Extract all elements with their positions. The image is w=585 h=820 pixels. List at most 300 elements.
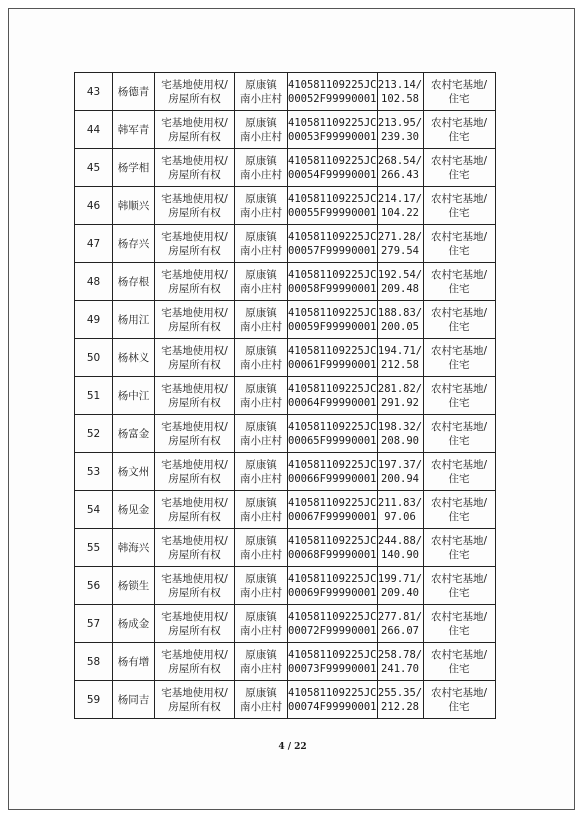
cell-unit-code — [288, 377, 378, 415]
cell-location — [235, 187, 288, 225]
cell-area-text: 271.28/ — [377, 230, 423, 243]
cell-location-text: 原康镇 — [245, 78, 277, 91]
cell-right-type-text: 宅基地使用权/ — [161, 154, 228, 167]
cell-unit-code — [288, 491, 378, 529]
cell-area-text: 277.81/ — [377, 610, 423, 623]
cell-usage-text: 农村宅基地/ — [430, 306, 488, 319]
registration-table — [74, 72, 496, 719]
cell-area-text: 200.94 — [381, 472, 419, 485]
cell-unit-code-text: 410581109225JC — [288, 686, 377, 699]
cell-owner-name — [113, 643, 155, 681]
cell-right-type — [155, 681, 235, 719]
cell-right-type — [155, 187, 235, 225]
cell-usage — [423, 263, 495, 301]
cell-location — [235, 567, 288, 605]
cell-owner-name-text: 杨存兴 — [117, 237, 150, 250]
cell-area — [377, 529, 423, 567]
cell-owner-name — [113, 263, 155, 301]
cell-right-type-text: 宅基地使用权/ — [161, 496, 228, 509]
cell-area — [377, 643, 423, 681]
cell-right-type-text: 房屋所有权 — [168, 624, 221, 637]
cell-usage — [423, 225, 495, 263]
cell-unit-code-text: 00072F99990001 — [288, 624, 377, 637]
cell-unit-code-text: 00061F99990001 — [288, 358, 377, 371]
cell-unit-code — [288, 567, 378, 605]
cell-area-text: 239.30 — [381, 130, 419, 143]
cell-unit-code-text: 410581109225JC — [288, 192, 377, 205]
cell-owner-name-text: 杨中江 — [117, 389, 150, 402]
cell-usage — [423, 301, 495, 339]
cell-area — [377, 187, 423, 225]
cell-area-text: 209.48 — [381, 282, 419, 295]
cell-area — [377, 339, 423, 377]
cell-area-text: 241.70 — [381, 662, 419, 675]
cell-location-text: 南小庄村 — [240, 586, 282, 599]
cell-unit-code-text: 00073F99990001 — [288, 662, 377, 675]
cell-right-type — [155, 415, 235, 453]
cell-right-type-text: 房屋所有权 — [168, 130, 221, 143]
cell-right-type-text: 房屋所有权 — [168, 510, 221, 523]
cell-unit-code-text: 410581109225JC — [288, 344, 377, 357]
cell-area-text: 211.83/ — [377, 496, 423, 509]
table-row — [75, 529, 496, 567]
cell-right-type-text: 房屋所有权 — [168, 206, 221, 219]
cell-usage-text: 农村宅基地/ — [430, 230, 488, 243]
table-row — [75, 377, 496, 415]
cell-right-type — [155, 111, 235, 149]
cell-right-type-text: 房屋所有权 — [168, 472, 221, 485]
cell-location-text: 南小庄村 — [240, 624, 282, 637]
cell-area-text: 212.58 — [381, 358, 419, 371]
cell-unit-code — [288, 301, 378, 339]
cell-unit-code — [288, 339, 378, 377]
table-row — [75, 453, 496, 491]
cell-usage — [423, 681, 495, 719]
cell-area-text: 197.37/ — [377, 458, 423, 471]
cell-owner-name — [113, 301, 155, 339]
cell-right-type-text: 宅基地使用权/ — [161, 230, 228, 243]
cell-usage-text: 住宅 — [448, 168, 470, 181]
cell-area — [377, 567, 423, 605]
cell-number — [75, 605, 113, 643]
cell-unit-code-text: 00055F99990001 — [288, 206, 377, 219]
cell-usage-text: 住宅 — [448, 434, 470, 447]
cell-usage-text: 住宅 — [448, 206, 470, 219]
table-row — [75, 187, 496, 225]
cell-unit-code-text: 00053F99990001 — [288, 130, 377, 143]
cell-location-text: 原康镇 — [245, 610, 277, 623]
page-number: 4 / 22 — [278, 742, 307, 752]
cell-usage-text: 农村宅基地/ — [430, 534, 488, 547]
cell-unit-code-text: 410581109225JC — [288, 306, 377, 319]
cell-usage-text: 住宅 — [448, 282, 470, 295]
cell-owner-name-text: 杨德青 — [117, 85, 150, 98]
cell-unit-code-text: 410581109225JC — [288, 648, 377, 661]
cell-unit-code-text: 410581109225JC — [288, 78, 377, 91]
cell-owner-name — [113, 73, 155, 111]
cell-owner-name — [113, 377, 155, 415]
cell-usage — [423, 643, 495, 681]
cell-area — [377, 301, 423, 339]
cell-usage-text: 农村宅基地/ — [430, 420, 488, 433]
cell-unit-code-text: 00066F99990001 — [288, 472, 377, 485]
cell-area — [377, 681, 423, 719]
cell-area-text: 255.35/ — [377, 686, 423, 699]
cell-location-text: 南小庄村 — [240, 320, 282, 333]
cell-location — [235, 681, 288, 719]
cell-unit-code — [288, 605, 378, 643]
cell-location-text: 南小庄村 — [240, 434, 282, 447]
cell-unit-code-text: 410581109225JC — [288, 154, 377, 167]
cell-usage-text: 住宅 — [448, 92, 470, 105]
cell-usage-text: 农村宅基地/ — [430, 686, 488, 699]
cell-number-text: 57 — [86, 617, 101, 630]
cell-number-text: 44 — [86, 123, 101, 136]
cell-area-text: 213.95/ — [377, 116, 423, 129]
cell-location — [235, 263, 288, 301]
cell-usage-text: 住宅 — [448, 320, 470, 333]
cell-usage-text: 农村宅基地/ — [430, 572, 488, 585]
cell-right-type-text: 房屋所有权 — [168, 434, 221, 447]
cell-right-type-text: 宅基地使用权/ — [161, 420, 228, 433]
cell-owner-name-text: 杨文州 — [117, 465, 150, 478]
cell-number — [75, 111, 113, 149]
cell-usage — [423, 111, 495, 149]
cell-usage — [423, 149, 495, 187]
cell-location-text: 原康镇 — [245, 686, 277, 699]
cell-number — [75, 73, 113, 111]
cell-location — [235, 377, 288, 415]
cell-area-text: 199.71/ — [377, 572, 423, 585]
cell-right-type-text: 宅基地使用权/ — [161, 382, 228, 395]
cell-location — [235, 149, 288, 187]
table-row — [75, 567, 496, 605]
cell-location-text: 原康镇 — [245, 268, 277, 281]
cell-location-text: 南小庄村 — [240, 700, 282, 713]
table-row — [75, 681, 496, 719]
cell-area — [377, 111, 423, 149]
cell-usage — [423, 339, 495, 377]
cell-number — [75, 567, 113, 605]
registration-table-body — [75, 73, 496, 719]
cell-usage-text: 农村宅基地/ — [430, 344, 488, 357]
cell-location — [235, 491, 288, 529]
cell-unit-code-text: 00064F99990001 — [288, 396, 377, 409]
cell-area-text: 212.28 — [381, 700, 419, 713]
cell-right-type-text: 房屋所有权 — [168, 586, 221, 599]
cell-location-text: 南小庄村 — [240, 206, 282, 219]
cell-usage-text: 农村宅基地/ — [430, 78, 488, 91]
cell-owner-name-text: 杨用江 — [117, 313, 150, 326]
cell-unit-code — [288, 225, 378, 263]
cell-right-type-text: 房屋所有权 — [168, 358, 221, 371]
cell-location-text: 原康镇 — [245, 458, 277, 471]
cell-location-text: 南小庄村 — [240, 662, 282, 675]
cell-area-text: 266.43 — [381, 168, 419, 181]
cell-usage-text: 住宅 — [448, 244, 470, 257]
cell-number — [75, 301, 113, 339]
cell-number-text: 54 — [86, 503, 101, 516]
cell-area — [377, 377, 423, 415]
cell-unit-code-text: 00065F99990001 — [288, 434, 377, 447]
cell-area — [377, 491, 423, 529]
cell-unit-code-text: 00058F99990001 — [288, 282, 377, 295]
cell-unit-code-text: 410581109225JC — [288, 382, 377, 395]
cell-number-text: 59 — [86, 693, 101, 706]
cell-area-text: 291.92 — [381, 396, 419, 409]
cell-location — [235, 225, 288, 263]
cell-number — [75, 529, 113, 567]
cell-number — [75, 377, 113, 415]
cell-owner-name — [113, 529, 155, 567]
cell-owner-name — [113, 415, 155, 453]
table-row — [75, 225, 496, 263]
cell-location-text: 原康镇 — [245, 496, 277, 509]
cell-number-text: 47 — [86, 237, 101, 250]
cell-location — [235, 605, 288, 643]
cell-owner-name-text: 杨锁生 — [117, 579, 150, 592]
cell-unit-code-text: 00059F99990001 — [288, 320, 377, 333]
cell-right-type-text: 宅基地使用权/ — [161, 458, 228, 471]
cell-owner-name — [113, 453, 155, 491]
cell-right-type — [155, 453, 235, 491]
cell-owner-name-text: 杨存根 — [117, 275, 150, 288]
table-row — [75, 73, 496, 111]
cell-number-text: 49 — [86, 313, 101, 326]
cell-location — [235, 643, 288, 681]
cell-usage-text: 农村宅基地/ — [430, 154, 488, 167]
cell-area-text: 268.54/ — [377, 154, 423, 167]
cell-usage-text: 农村宅基地/ — [430, 382, 488, 395]
cell-right-type — [155, 605, 235, 643]
cell-usage-text: 住宅 — [448, 358, 470, 371]
cell-number — [75, 149, 113, 187]
cell-area-text: 266.07 — [381, 624, 419, 637]
cell-unit-code-text: 00052F99990001 — [288, 92, 377, 105]
cell-right-type-text: 房屋所有权 — [168, 92, 221, 105]
cell-right-type-text: 宅基地使用权/ — [161, 610, 228, 623]
cell-right-type-text: 宅基地使用权/ — [161, 534, 228, 547]
cell-number-text: 48 — [86, 275, 101, 288]
cell-unit-code — [288, 453, 378, 491]
cell-area-text: 97.06 — [384, 510, 416, 523]
cell-location-text: 南小庄村 — [240, 244, 282, 257]
cell-unit-code — [288, 415, 378, 453]
cell-area-text: 208.90 — [381, 434, 419, 447]
cell-right-type — [155, 491, 235, 529]
cell-right-type-text: 宅基地使用权/ — [161, 268, 228, 281]
cell-right-type-text: 宅基地使用权/ — [161, 344, 228, 357]
cell-usage — [423, 377, 495, 415]
cell-right-type — [155, 73, 235, 111]
cell-usage-text: 农村宅基地/ — [430, 610, 488, 623]
cell-area-text: 209.40 — [381, 586, 419, 599]
cell-owner-name — [113, 225, 155, 263]
cell-number-text: 58 — [86, 655, 101, 668]
cell-right-type-text: 宅基地使用权/ — [161, 192, 228, 205]
cell-location-text: 南小庄村 — [240, 472, 282, 485]
cell-number — [75, 225, 113, 263]
cell-usage-text: 住宅 — [448, 510, 470, 523]
table-row — [75, 301, 496, 339]
cell-unit-code-text: 00068F99990001 — [288, 548, 377, 561]
cell-area-text: 244.88/ — [377, 534, 423, 547]
table-row — [75, 263, 496, 301]
cell-location-text: 南小庄村 — [240, 358, 282, 371]
cell-location-text: 原康镇 — [245, 534, 277, 547]
cell-number — [75, 415, 113, 453]
cell-location-text: 南小庄村 — [240, 510, 282, 523]
cell-location — [235, 301, 288, 339]
cell-right-type — [155, 225, 235, 263]
cell-area-text: 214.17/ — [377, 192, 423, 205]
cell-owner-name-text: 杨林义 — [117, 351, 150, 364]
cell-unit-code — [288, 263, 378, 301]
cell-number-text: 52 — [86, 427, 101, 440]
cell-location — [235, 529, 288, 567]
cell-usage — [423, 529, 495, 567]
cell-unit-code-text: 00074F99990001 — [288, 700, 377, 713]
cell-area-text: 102.58 — [381, 92, 419, 105]
cell-owner-name-text: 杨见金 — [117, 503, 150, 516]
cell-number-text: 50 — [86, 351, 101, 364]
table-row — [75, 111, 496, 149]
cell-area-text: 281.82/ — [377, 382, 423, 395]
cell-unit-code-text: 410581109225JC — [288, 458, 377, 471]
table-row — [75, 339, 496, 377]
cell-usage-text: 农村宅基地/ — [430, 496, 488, 509]
cell-location-text: 南小庄村 — [240, 282, 282, 295]
cell-unit-code — [288, 73, 378, 111]
cell-usage-text: 农村宅基地/ — [430, 268, 488, 281]
cell-number-text: 45 — [86, 161, 101, 174]
cell-number — [75, 453, 113, 491]
cell-number — [75, 187, 113, 225]
cell-number — [75, 339, 113, 377]
cell-location-text: 南小庄村 — [240, 92, 282, 105]
cell-right-type — [155, 263, 235, 301]
cell-right-type-text: 宅基地使用权/ — [161, 686, 228, 699]
cell-usage-text: 农村宅基地/ — [430, 648, 488, 661]
cell-usage — [423, 567, 495, 605]
cell-owner-name-text: 韩海兴 — [117, 541, 150, 554]
cell-unit-code-text: 00069F99990001 — [288, 586, 377, 599]
cell-right-type-text: 宅基地使用权/ — [161, 78, 228, 91]
cell-unit-code — [288, 681, 378, 719]
cell-right-type-text: 房屋所有权 — [168, 700, 221, 713]
cell-right-type — [155, 301, 235, 339]
cell-area — [377, 73, 423, 111]
cell-right-type — [155, 149, 235, 187]
cell-right-type — [155, 529, 235, 567]
cell-number-text: 53 — [86, 465, 101, 478]
cell-unit-code — [288, 149, 378, 187]
cell-usage — [423, 187, 495, 225]
cell-usage-text: 住宅 — [448, 586, 470, 599]
cell-area-text: 213.14/ — [377, 78, 423, 91]
cell-location — [235, 453, 288, 491]
cell-owner-name-text: 杨有增 — [117, 655, 150, 668]
cell-area — [377, 415, 423, 453]
cell-right-type — [155, 567, 235, 605]
cell-right-type-text: 房屋所有权 — [168, 396, 221, 409]
cell-area-text: 140.90 — [381, 548, 419, 561]
cell-location-text: 南小庄村 — [240, 130, 282, 143]
cell-right-type-text: 房屋所有权 — [168, 548, 221, 561]
cell-area — [377, 605, 423, 643]
cell-number-text: 43 — [86, 85, 101, 98]
cell-owner-name — [113, 339, 155, 377]
cell-right-type-text: 房屋所有权 — [168, 320, 221, 333]
table-row — [75, 149, 496, 187]
cell-right-type — [155, 377, 235, 415]
cell-location-text: 原康镇 — [245, 192, 277, 205]
cell-owner-name-text: 杨学相 — [117, 161, 150, 174]
cell-owner-name-text: 杨成金 — [117, 617, 150, 630]
cell-usage — [423, 453, 495, 491]
cell-location-text: 原康镇 — [245, 382, 277, 395]
cell-right-type-text: 房屋所有权 — [168, 282, 221, 295]
cell-location-text: 原康镇 — [245, 344, 277, 357]
cell-unit-code-text: 00057F99990001 — [288, 244, 377, 257]
cell-unit-code-text: 410581109225JC — [288, 230, 377, 243]
cell-area-text: 192.54/ — [377, 268, 423, 281]
cell-location — [235, 415, 288, 453]
cell-usage-text: 住宅 — [448, 130, 470, 143]
cell-location-text: 原康镇 — [245, 306, 277, 319]
cell-right-type-text: 房屋所有权 — [168, 244, 221, 257]
cell-owner-name-text: 杨同吉 — [117, 693, 150, 706]
cell-right-type-text: 宅基地使用权/ — [161, 306, 228, 319]
cell-number — [75, 681, 113, 719]
cell-number — [75, 643, 113, 681]
cell-location-text: 原康镇 — [245, 230, 277, 243]
cell-location-text: 南小庄村 — [240, 168, 282, 181]
cell-owner-name-text: 杨富金 — [117, 427, 150, 440]
cell-unit-code-text: 00054F99990001 — [288, 168, 377, 181]
cell-owner-name — [113, 111, 155, 149]
cell-area-text: 279.54 — [381, 244, 419, 257]
cell-usage-text: 农村宅基地/ — [430, 192, 488, 205]
cell-location-text: 原康镇 — [245, 648, 277, 661]
cell-right-type-text: 宅基地使用权/ — [161, 648, 228, 661]
cell-right-type — [155, 339, 235, 377]
cell-area-text: 258.78/ — [377, 648, 423, 661]
cell-area — [377, 453, 423, 491]
cell-unit-code — [288, 111, 378, 149]
cell-owner-name — [113, 187, 155, 225]
cell-usage-text: 农村宅基地/ — [430, 116, 488, 129]
cell-area-text: 194.71/ — [377, 344, 423, 357]
cell-owner-name-text: 韩顺兴 — [117, 199, 150, 212]
cell-usage-text: 住宅 — [448, 662, 470, 675]
cell-owner-name — [113, 605, 155, 643]
cell-unit-code-text: 410581109225JC — [288, 496, 377, 509]
cell-location-text: 南小庄村 — [240, 548, 282, 561]
cell-unit-code — [288, 643, 378, 681]
cell-right-type-text: 宅基地使用权/ — [161, 116, 228, 129]
cell-number — [75, 263, 113, 301]
cell-number-text: 56 — [86, 579, 101, 592]
cell-location-text: 原康镇 — [245, 116, 277, 129]
cell-location-text: 南小庄村 — [240, 396, 282, 409]
cell-area-text: 188.83/ — [377, 306, 423, 319]
table-row — [75, 605, 496, 643]
cell-unit-code-text: 00067F99990001 — [288, 510, 377, 523]
cell-area-text: 104.22 — [381, 206, 419, 219]
cell-usage-text: 住宅 — [448, 396, 470, 409]
cell-usage — [423, 415, 495, 453]
